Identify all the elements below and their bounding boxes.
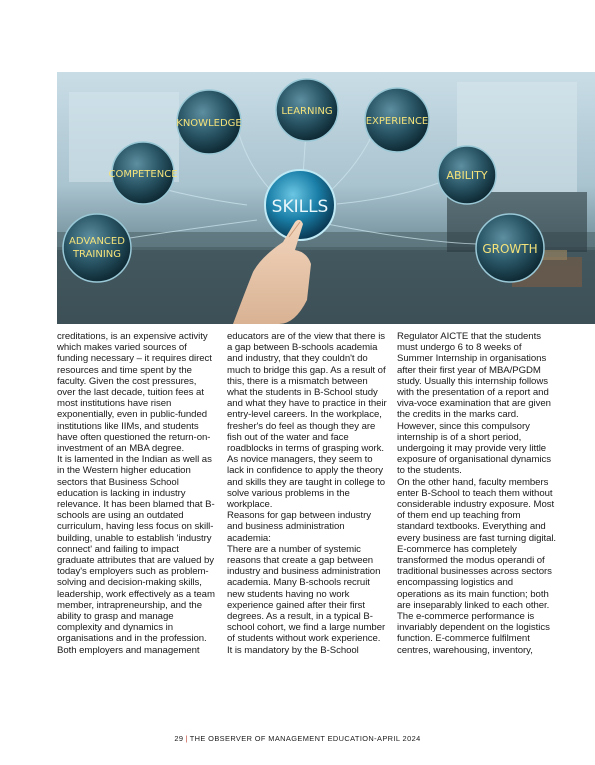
svg-text:EXPERIENCE: EXPERIENCE <box>365 116 429 127</box>
page-footer <box>0 734 595 743</box>
subheading: Reasons for gap between industry and business administration academia: <box>227 510 371 544</box>
paragraph: On the other hand, faculty members enter B-School to teach them without considerable industry exposure. Most of them end up teaching from standard textbooks. Everything and every business are fast turning digital. E-commerce has completely transformed the modus operandi of traditional businesses across sectors encompassing logistics and operations as its main function; both are inseparably linked to each other. <box>397 476 557 611</box>
svg-text:KNOWLEDGE: KNOWLEDGE <box>176 118 242 129</box>
paragraph: Regulator AICTE that the students must undergo 6 to 8 weeks of Summer Internship in organisations after their first year of MBA/PGDM study. Usually this internship follows with the presentation of a report and viva-voce examination that are given the credits in the marks card. However, since this compulsory internship is of a short period, undergoing it may provide very little exposure of organisational dynamics to the students. <box>397 331 551 477</box>
svg-text:SKILLS: SKILLS <box>271 197 329 217</box>
article-column-3 <box>397 331 557 656</box>
article-body <box>57 331 557 723</box>
svg-text:LEARNING: LEARNING <box>281 106 333 117</box>
svg-text:ABILITY: ABILITY <box>446 169 488 182</box>
bubble-learning <box>276 79 338 141</box>
bubble-advanced-training <box>63 214 131 282</box>
publication-name: THE OBSERVER OF MANAGEMENT EDUCATION-APRIL 2024 <box>189 734 421 743</box>
paragraph: There are a number of systemic reasons that create a gap between industry and business administration academia. Many B-schools recruit new students having no work experience gained after their first degrees. As a result, in a typical B-school cohort, we find a large number of students without work experience. It is mandatory by the B-School <box>227 543 386 656</box>
paragraph: creditations, is an expensive activity which makes varied sources of funding necessary – it requires direct resources and time spent by the faculty. Given the cost pressures, over the last decade, tuition fees at most institutions have risen exponentially, even in public-funded institutions like IIMs, and students have often questioned the return-on-investment of an MBA degree. <box>57 331 212 455</box>
paragraph: educators are of the view that there is a gap between B-schools academia and industry, that they couldn't do much to bridge this gap. As a result of this, there is a mismatch between what the students in B-School study and what they have to practice in their entry-level careers. In the workplace, fresher's do feel as though they are fish out of the water and face roadblocks in terms of grasping work. As novice managers, they seem to lack in confidence to apply the theory and skills they are taught in college to solve various problems in the workplace. <box>227 331 387 511</box>
bubble-experience <box>365 88 429 152</box>
svg-text:TRAINING: TRAINING <box>72 249 122 260</box>
paragraph: It is lamented in the Indian as well as in the Western higher education sectors that Business School education is lacking in industry relevance. It has been blamed that B-schools are using an outdated curriculum, having less focus on skill-building, unable to establish 'industry connect' and failing to impact graduate attributes that are valued by today's employers such as problem-solving and decision-making skills, leadership, work effectively as a team member, intrapreneurship, and the ability to grasp and manage complexity and dynamics in organisations and in the profession. <box>57 454 215 645</box>
skills-bubble-illustration <box>57 72 595 324</box>
page-number: 29 <box>174 734 184 743</box>
article-column-2 <box>227 331 387 656</box>
svg-text:ADVANCED: ADVANCED <box>69 236 125 247</box>
svg-text:GROWTH: GROWTH <box>482 242 538 256</box>
paragraph: The e-commerce performance is invariably dependent on the logistics function. E-commerce fulfilment centres, warehousing, inventory, <box>397 611 550 656</box>
footer-separator: | <box>185 734 188 743</box>
svg-text:COMPETENCE: COMPETENCE <box>108 169 178 180</box>
bubble-knowledge <box>176 90 241 154</box>
article-column-1 <box>57 331 217 656</box>
bubble-ability <box>438 146 496 204</box>
hero-image <box>57 72 595 324</box>
paragraph: Both employers and management <box>57 644 200 656</box>
bubble-growth <box>476 214 544 282</box>
